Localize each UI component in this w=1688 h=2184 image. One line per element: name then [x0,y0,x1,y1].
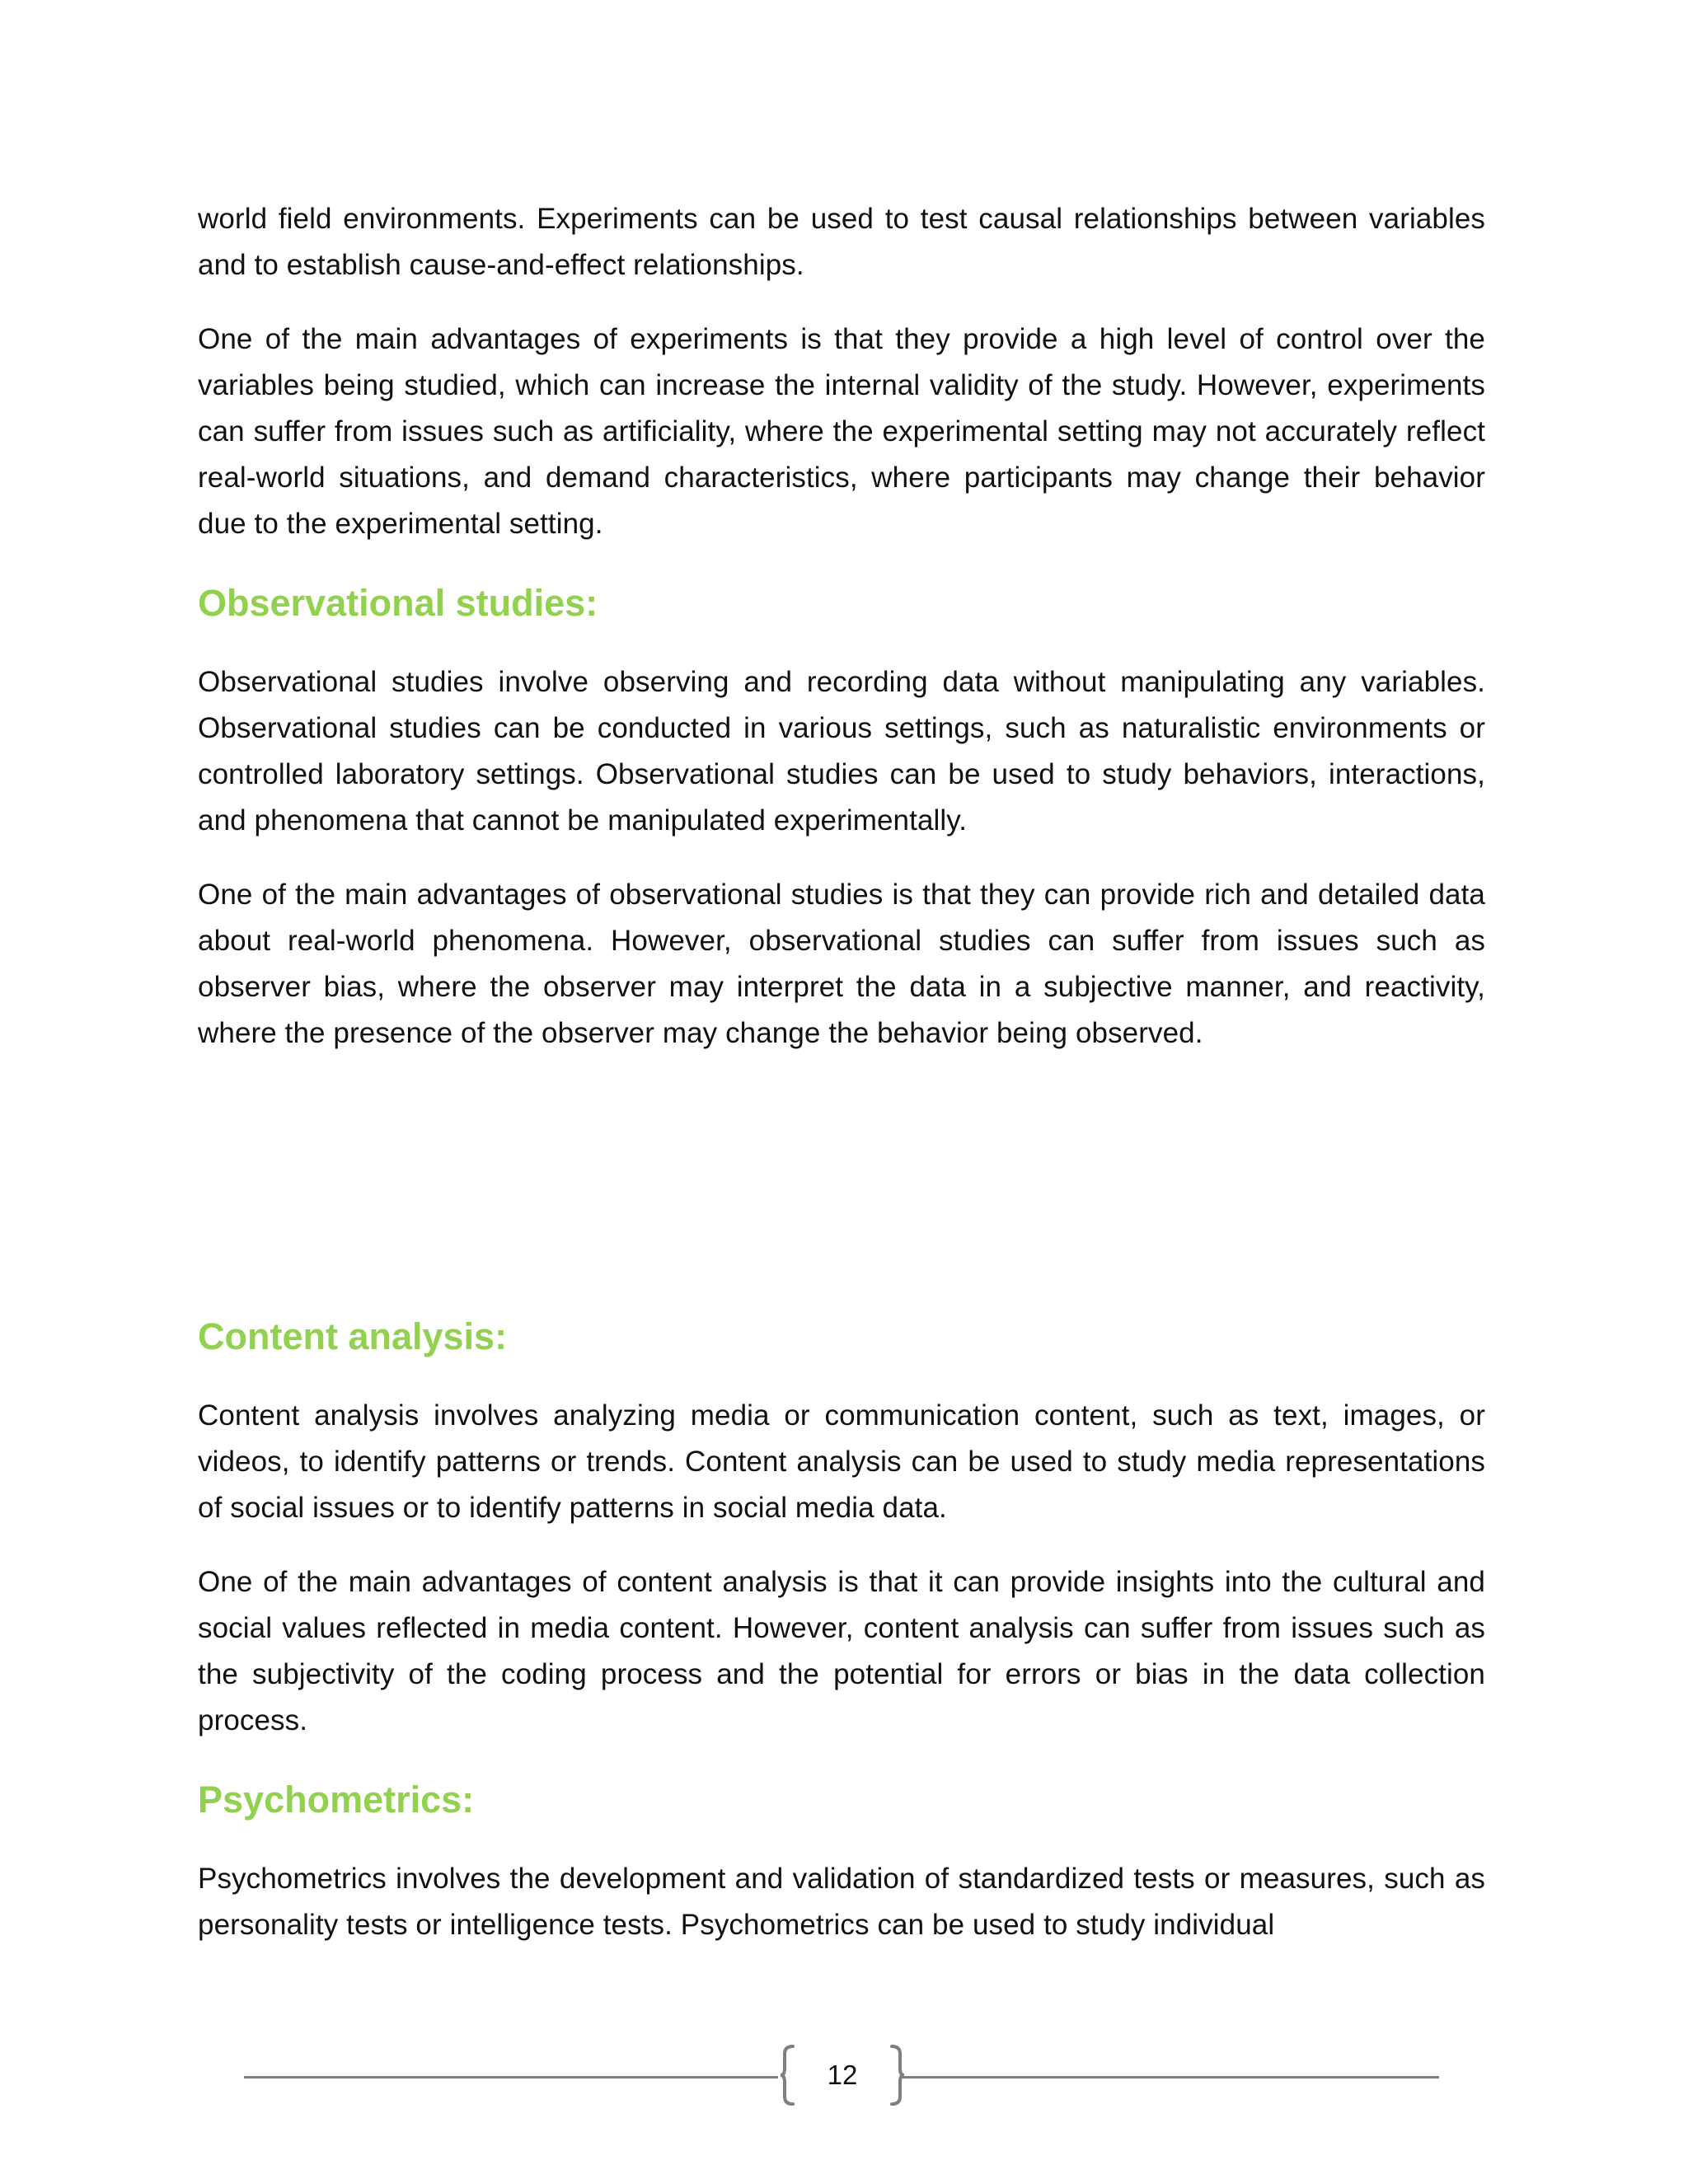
page-body [198,196,1485,1948]
footer-rule-right [902,2076,1439,2079]
heading-content-analysis: Content analysis: [198,1315,508,1357]
page-number: 12 [827,2060,858,2090]
paragraph-experiments-advantages: One of the main advantages of experiments is that they provide a high level of control over the variables being studied, which can increase the internal validity of the study. However, experiments can suffer from issues such as artificiality, where the experimental setting may not accurately reflect real-world situations, and demand characteristics, where participants may change their behavior due to the experimental setting. [198,323,1485,540]
heading-psychometrics: Psychometrics: [198,1779,475,1821]
paragraph-observational-advantages: One of the main advantages of observational studies is that they can provide rich and detailed data about real-world phenomena. However, observational studies can suffer from issues such as observer bias, where the observer may interpret the data in a subjective manner, and reactivity, where the presence of the observer may change the behavior being observed. [198,879,1485,1049]
footer-rule-left [244,2076,778,2079]
paragraph-experiments-continued: world field environments. Experiments can be used to test causal relationships between variables and to establish cause-and-effect relationships. [198,203,1485,281]
paragraph-content-analysis-advantages: One of the main advantages of content analysis is that it can provide insights into the cultural and social values reflected in media content. However, content analysis can suffer from issues such as the subjectivity of the coding process and the potential for errors or bias in the data collection process. [198,1566,1485,1736]
left-brace-icon [778,2044,796,2107]
paragraph-observational-definition: Observational studies involve observing and recording data without manipulating any variables. Observational studies can be conducted in various settings, such as naturalistic environments or controlled laboratory settings. Observational studies can be used to study behaviors, interactions, and phenomena that cannot be manipulated experimentally. [198,666,1485,837]
right-brace-icon [889,2044,907,2107]
page-footer [0,2044,1688,2110]
heading-observational-studies: Observational studies: [198,582,598,624]
paragraph-content-analysis-definition: Content analysis involves analyzing media or communication content, such as text, images, or videos, to identify patterns or trends. Content analysis can be used to study media representations of social issues or to identify patterns in social media data. [198,1399,1485,1524]
paragraph-psychometrics-definition: Psychometrics involves the development and validation of standardized tests or measures, such as personality tests or intelligence tests. Psychometrics can be used to study individual [198,1863,1485,1941]
